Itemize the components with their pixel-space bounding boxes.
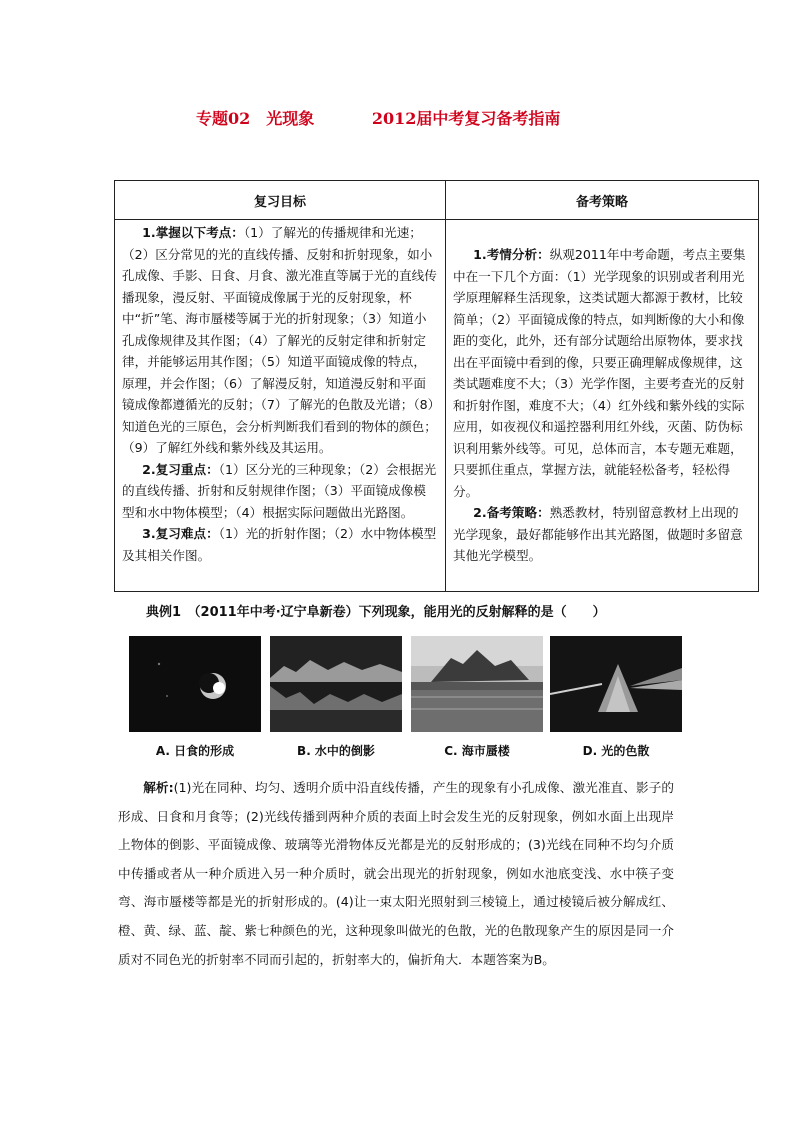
prep-strategy-paragraph (453, 502, 751, 567)
option-c-caption: C. 海市蜃楼 (444, 744, 510, 758)
review-focus-paragraph (122, 459, 438, 524)
table-header-row (115, 181, 759, 220)
exam-strategy-cell (446, 220, 759, 592)
prep-strategy-lead: 2.备考策略： (473, 505, 550, 520)
exam-analysis-lead: 1.考情分析： (473, 247, 550, 262)
key-points-body: （1）了解光的传播规律和光速；（2）区分常见的光的直线传播、反射和折射现象，如小孔成像、手影、日食、月食、激光准直等属于光的直线传播现象，漫反射、平面镜成像属于光的反射现象，杯中“折”笔、海市蜃楼等属于光的折射现象；（3）知道小孔成像规律及其作图；（4）了解光的反射定律和折射定律，并能够运用其作图；（5）知道平面镜成像的特点，原理，并会作图；（6）了解漫反射，知道漫反射和平面镜成像都遵循光的反射；（7）了解光的色散及光谱；（8）知道色光的三原色，会分析判断我们看到的物体的颜色；（9）了解红外线和紫外线及其运用。 (122, 225, 437, 455)
review-goals-header: 复习目标 (115, 181, 446, 220)
key-points-lead: 1.掌握以下考点： (142, 225, 244, 240)
page-title (196, 106, 616, 129)
review-table (114, 180, 759, 592)
example-heading: 典例1 （2011年中考·辽宁阜新卷）下列现象，能用光的反射解释的是（ ） (146, 605, 606, 620)
analysis-body: (1)光在同种、均匀、透明介质中沿直线传播，产生的现象有小孔成像、激光准直、影子的形成、日食和月食等；(2)光线传播到两种介质的表面上时会发生光的反射现象，例如水面上出现岸上物体的倒影、平面镜成像、玻璃等光滑物体反光都是光的反射形成的；(3)光线在同种不均匀介质中传播或者从一种介质进入另一种介质时，就会出现光的折射现象，例如水池底变浅、水中筷子变弯、海市蜃楼等都是光的折射形成的。(4)让一束太阳光照射到三棱镜上，通过棱镜后被分解成红、橙、黄、绿、蓝、靛、紫七种颜色的光，这种现象叫做光的色散，光的色散现象产生的原因是同一介质对不同色光的折射率不同而引起的，折射率大的，偏折角大．本题答案为B。 (118, 780, 674, 967)
exam-analysis-body: 纵观2011年中考命题，考点主要集中在一下几个方面：（1）光学现象的识别或者利用光学原理解释生活现象，这类试题大都源于教材，比较简单；（2）平面镜成像的特点，如判断像的大小和像距的变化，此外，还有部分试题给出原物体，要求找出在平面镜中看到的像，只要正确理解成像规律，这类试题难度不大；（3）光学作图，主要考查光的反射和折射作图，难度不大；（4）红外线和紫外线的实际应用，如夜视仪和遥控器利用红外线，灭菌、防伪标识利用紫外线等。可见，总体而言，本专题无难题，只要抓住重点，掌握方法，就能轻松备考，轻松得分。 (453, 247, 746, 499)
table-body-row (115, 220, 759, 592)
option-d-caption: D. 光的色散 (582, 744, 650, 758)
review-difficulty-body: （1）光的折射作图；（2）水中物体模型及其相关作图。 (122, 526, 437, 563)
review-difficulty-paragraph (122, 523, 438, 566)
topic-title: 专题02 光现象 (196, 109, 315, 128)
option-b-caption: B. 水中的倒影 (297, 744, 375, 758)
review-difficulty-lead: 3.复习难点： (142, 526, 219, 541)
guide-subtitle: 2012届中考复习备考指南 (371, 109, 561, 128)
mirage-photo (411, 636, 543, 732)
review-focus-lead: 2.复习重点： (142, 461, 219, 477)
review-goals-cell (115, 220, 446, 592)
prism-dispersion-photo (550, 636, 682, 732)
key-points-paragraph (122, 222, 438, 459)
analysis-section (118, 774, 674, 974)
exam-strategy-header: 备考策略 (446, 181, 759, 220)
exam-analysis-paragraph (453, 244, 751, 502)
water-reflection-photo (270, 636, 402, 732)
solar-eclipse-photo (129, 636, 261, 732)
review-focus-body: （1）区分光的三种现象；（2）会根据光的直线传播、折射和反射规律作图；（3）平面镜成像模型和水中物体模型；（4）根据实际问题做出光路图。 (122, 461, 437, 520)
option-figures (0, 636, 794, 766)
analysis-paragraph (118, 774, 674, 974)
option-a-caption: A. 日食的形成 (155, 744, 235, 758)
analysis-lead: 解析: (143, 780, 174, 795)
prep-strategy-body: 熟悉教材，特别留意教材上出现的光学现象，最好都能够作出其光路图，做题时多留意其他光学模型。 (453, 505, 743, 563)
